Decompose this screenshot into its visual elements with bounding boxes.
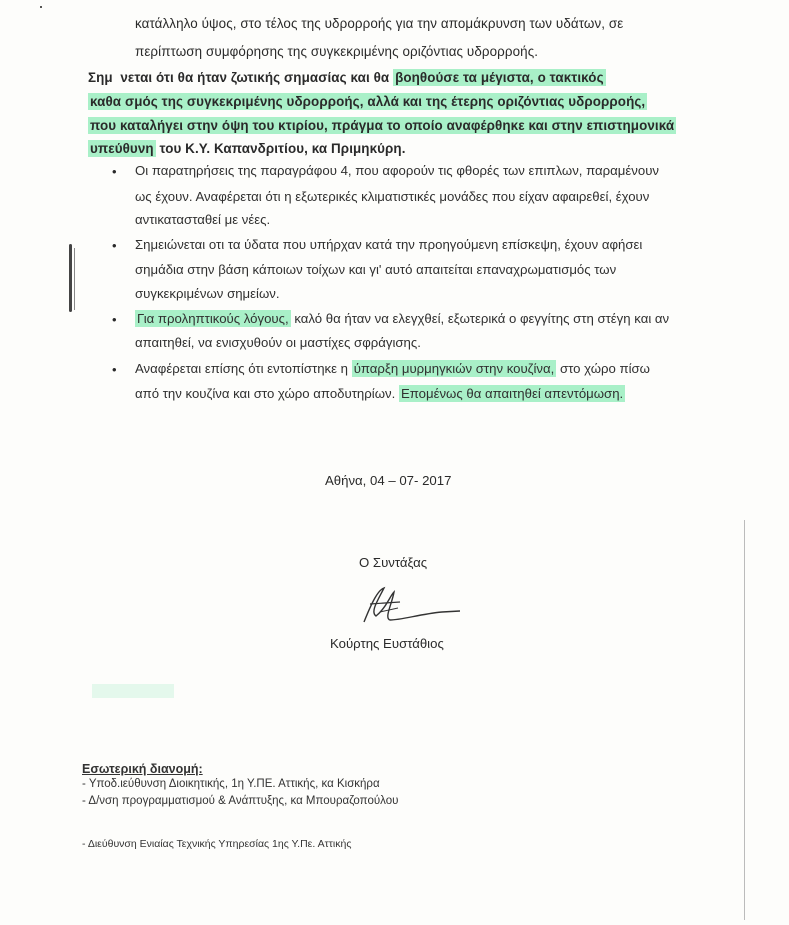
bullet-2-line-1: Σημειώνεται οτι τα ύδατα που υπήρχαν κατά την προηγούμενη επίσκεψη, έχουν αφήσει: [135, 237, 643, 252]
signature-graphic: [350, 582, 470, 632]
scan-mark: [74, 248, 75, 310]
distribution-title: Εσωτερική διανομή:: [82, 762, 203, 776]
distribution-item: - Δ/νση προγραμματισμού & Ανάπτυξης, κα Μπουραζοπούλου: [82, 795, 399, 807]
scan-mark: [69, 244, 72, 312]
bullet-4-line-2: από την κουζίνα και στο χώρο αποδυτηρίων. Επομένως θα απαιτηθεί απεντόμωση.: [135, 386, 624, 401]
bullet-marker: •: [112, 238, 117, 253]
distribution-item: - Υποδ.ιεύθυνση Διοικητικής, 1η Υ.ΠΕ. Αττικής, κα Κισκήρα: [82, 778, 380, 790]
scan-speck: [40, 6, 42, 8]
scan-line: [744, 520, 745, 920]
bullet-2-line-2: σημάδια στην βάση κάποιων τοίχων και γι' αυτό απαιτείται επαναχρωματισμός των: [135, 262, 617, 277]
intro-line-1: κατάλληλο ύψος, στο τέλος της υδρορροής για την απομάκρυνση των υδάτων, σε: [135, 16, 624, 31]
bullet-3-line-1: Για προληπτικούς λόγους, καλό θα ήταν να ελεγχθεί, εξωτερικά ο φεγγίτης στη στέγη και αν: [137, 311, 670, 326]
bold-para-line-1: Σημ νεται ότι θα ήταν ζωτικής σημασίας και θα βοηθούσε τα μέγιστα, ο τακτικός: [88, 70, 604, 85]
bold-para-line-3: που καταλήγει στην όψη του κτιρίου, πράγμα το οποίο αναφέρθηκε και στην επιστημονικά: [90, 118, 675, 133]
document-date: Αθήνα, 04 – 07- 2017: [325, 473, 452, 488]
distribution-footer: - Διεύθυνση Ενιαίας Τεχνικής Υπηρεσίας 1ης Υ.Πε. Αττικής: [82, 838, 352, 850]
bullet-marker: •: [112, 312, 117, 327]
author-name: Κούρτης Ευστάθιος: [330, 636, 444, 651]
faint-highlight-mark: [92, 684, 174, 698]
bullet-4-line-1: Αναφέρεται επίσης ότι εντοπίστηκε η ύπαρξη μυρμηγκιών στην κουζίνα, στο χώρο πίσω: [135, 361, 650, 376]
intro-line-2: περίπτωση συμφόρησης της συγκεκριμένης οριζόντιας υδρορροής.: [135, 44, 539, 59]
author-role: Ο Συντάξας: [359, 555, 428, 570]
bullet-3-line-2: απαιτηθεί, να ενισχυθούν οι μαστίχες σφράγισης.: [135, 335, 421, 350]
bold-para-line-2: καθα σμός της συγκεκριμένης υδρορροής, αλλά και της έτερης οριζόντιας υδρορροής,: [90, 94, 646, 109]
bold-para-line-4: υπεύθυνη του Κ.Υ. Καπανδριτίου, κα Πριμηκύρη.: [90, 141, 406, 156]
bullet-1-line-2: ως έχουν. Αναφέρεται ότι η εξωτερικές κλιματιστικές μονάδες που είχαν αφαιρεθεί, έχουν: [135, 189, 650, 204]
bullet-1-line-1: Οι παρατηρήσεις της παραγράφου 4, που αφορούν τις φθορές των επιπλων, παραμένουν: [135, 163, 660, 178]
bullet-2-line-3: συγκεκριμένων σημείων.: [135, 286, 280, 301]
bullet-marker: •: [112, 362, 117, 377]
bullet-marker: •: [112, 164, 117, 179]
bullet-1-line-3: αντικατασταθεί με νέες.: [135, 212, 271, 227]
